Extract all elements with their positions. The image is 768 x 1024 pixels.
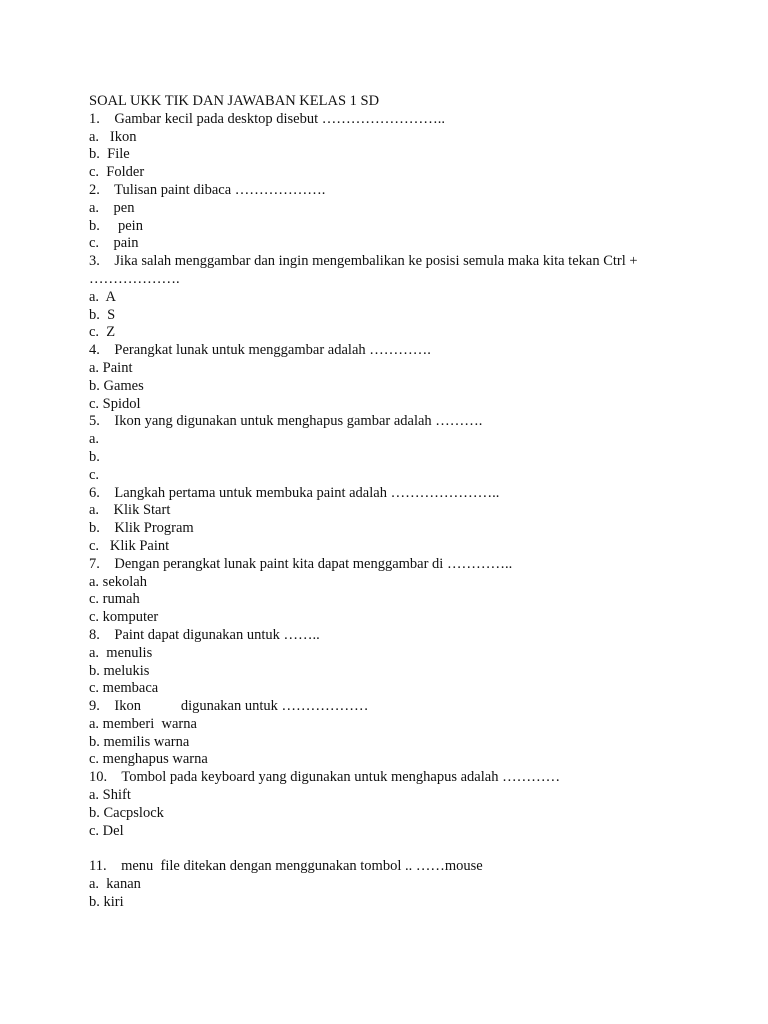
answer-option: a. Ikon xyxy=(89,128,137,145)
answer-option: c. xyxy=(89,466,100,483)
answer-option: b. xyxy=(89,448,100,465)
answer-option: a. pen xyxy=(89,199,135,216)
answer-option: b. Games xyxy=(89,377,144,394)
answer-option: a. menulis xyxy=(89,644,153,661)
answer-option: c. rumah xyxy=(89,591,140,608)
answer-option: b. melukis xyxy=(89,662,150,679)
answer-option: a. memberi warna xyxy=(89,715,197,732)
question-text: 10. Tombol pada keyboard yang digunakan untuk menghapus adalah ………… xyxy=(89,769,561,786)
question-text: 3. Jika salah menggambar dan ingin mengembalikan ke posisi semula maka kita tekan Ctrl + xyxy=(89,253,638,270)
answer-option: a. Shift xyxy=(89,787,131,804)
answer-option: b. S xyxy=(89,306,116,323)
answer-option: b. kiri xyxy=(89,893,124,910)
question-text: 9. Ikon digunakan untuk ……………… xyxy=(89,698,369,715)
answer-option: c. Del xyxy=(89,822,124,839)
answer-option: a. Klik Start xyxy=(89,502,171,519)
answer-option: b. File xyxy=(89,146,130,163)
answer-option: b. memilis warna xyxy=(89,733,190,750)
answer-option: c. Klik Paint xyxy=(89,537,170,554)
answer-option: b. Klik Program xyxy=(89,520,194,537)
answer-option: c. Z xyxy=(89,324,116,341)
blank-line xyxy=(89,840,689,858)
question-text: 1. Gambar kecil pada desktop disebut …………………….. xyxy=(89,110,445,127)
question-text: 7. Dengan perangkat lunak paint kita dapat menggambar di ………….. xyxy=(89,555,513,572)
question-list xyxy=(89,111,689,912)
answer-option: c. membaca xyxy=(89,680,159,697)
question-text: 4. Perangkat lunak untuk menggambar adalah …………. xyxy=(89,342,431,359)
answer-option: c. Spidol xyxy=(89,395,141,412)
answer-option: ………………. xyxy=(89,270,180,287)
question-text: 6. Langkah pertama untuk membuka paint adalah ………………….. xyxy=(89,484,500,501)
answer-option: b. pein xyxy=(89,217,143,234)
answer-option: a. kanan xyxy=(89,876,141,893)
document-title: SOAL UKK TIK DAN JAWABAN KELAS 1 SD xyxy=(89,93,380,109)
answer-option: a. sekolah xyxy=(89,573,147,590)
question-text: 2. Tulisan paint dibaca ………………. xyxy=(89,181,326,198)
answer-option: c. pain xyxy=(89,235,139,252)
answer-option: a. A xyxy=(89,288,116,305)
question-text: 8. Paint dapat digunakan untuk …….. xyxy=(89,626,320,643)
answer-option: c. Folder xyxy=(89,164,145,181)
question-text: 5. Ikon yang digunakan untuk menghapus gambar adalah ………. xyxy=(89,413,483,430)
answer-option: a. xyxy=(89,431,100,448)
answer-option: c. menghapus warna xyxy=(89,751,208,768)
document-body xyxy=(89,93,689,912)
answer-option: a. Paint xyxy=(89,359,133,376)
answer-option: b. Cacpslock xyxy=(89,804,164,821)
answer-option: c. komputer xyxy=(89,609,159,626)
question-text: 11. menu file ditekan dengan menggunakan tombol .. ……mouse xyxy=(89,858,483,875)
